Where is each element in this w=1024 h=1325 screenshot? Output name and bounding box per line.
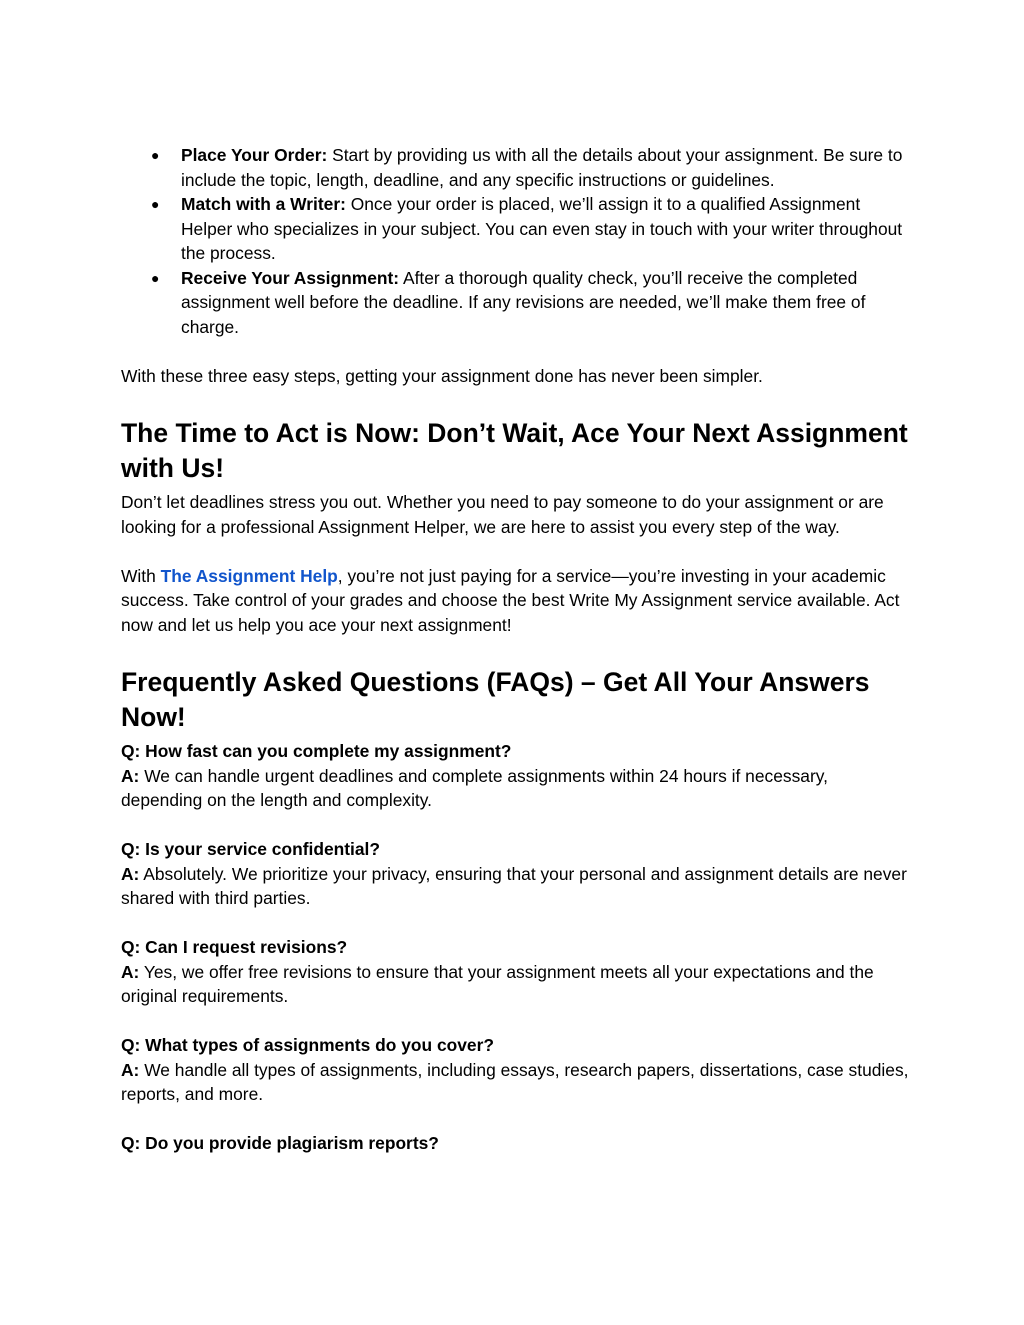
bullet-icon: ● [151, 147, 160, 163]
document-page [121, 143, 911, 1156]
faq-question: Q: How fast can you complete my assignment? [121, 741, 512, 761]
faq-answer [121, 764, 911, 813]
answer-text: We can handle urgent deadlines and complete assignments within 24 hours if necessary, depending on the length and complexity. [121, 765, 828, 810]
answer-text: We handle all types of assignments, including essays, research papers, dissertations, case studies, reports, and more. [121, 1059, 909, 1104]
faq-answer [121, 862, 911, 911]
section-heading-faq: Frequently Asked Questions (FAQs) – Get All Your Answers Now! [121, 667, 870, 732]
list-item [121, 143, 911, 192]
list-item [121, 266, 911, 340]
step-text: Once your order is placed, we’ll assign it to a qualified Assignment Helper who specializes in your subject. You can even stay in touch with your writer throughout the process. [181, 194, 903, 263]
faq-item [121, 1033, 911, 1107]
answer-label: A: [121, 1059, 140, 1080]
act-paragraph: Don’t let deadlines stress you out. Whether you need to pay someone to do your assignment or are looking for a professional Assignment Helper, we are here to assist you every step of the way. [121, 492, 884, 537]
step-label: Match with a Writer: [181, 194, 346, 214]
faq-question: Q: Is your service confidential? [121, 839, 380, 859]
steps-list [121, 143, 911, 339]
steps-summary: With these three easy steps, getting your assignment done has never been simpler. [121, 365, 763, 386]
faq-item [121, 739, 911, 813]
section-heading-act: The Time to Act is Now: Don’t Wait, Ace Your Next Assignment with Us! [121, 418, 908, 483]
faq-item [121, 837, 911, 911]
the-assignment-help-link[interactable]: The Assignment Help [160, 565, 338, 586]
faq-question: Q: Do you provide plagiarism reports? [121, 1133, 439, 1153]
answer-text: Yes, we offer free revisions to ensure that your assignment meets all your expectations and the original requirements. [121, 961, 874, 1006]
bullet-icon: ● [151, 196, 160, 212]
bullet-icon: ● [151, 269, 160, 286]
answer-label: A: [121, 961, 140, 982]
step-text: After a thorough quality check, you’ll receive the completed assignment well before the deadline. If any revisions are needed, we’ll make them free of charge. [181, 267, 866, 337]
para-prefix: With [121, 565, 161, 586]
answer-label: A: [121, 863, 140, 884]
answer-text: Absolutely. We prioritize your privacy, ensuring that your personal and assignment details are never shared with third parties. [121, 863, 907, 908]
faq-answer [121, 1058, 911, 1107]
step-label: Receive Your Assignment: [181, 267, 400, 288]
faq-answer [121, 960, 911, 1009]
faq-list [121, 739, 911, 1156]
step-label: Place Your Order: [181, 145, 328, 165]
step-text: Start by providing us with all the details about your assignment. Be sure to include the topic, length, deadline, and any specific instructions or guidelines. [181, 145, 903, 190]
act-paragraph-link [121, 564, 911, 638]
list-item [121, 192, 911, 266]
faq-item [121, 1131, 911, 1156]
faq-item [121, 935, 911, 1009]
para-suffix: , you’re not just paying for a service—you’re investing in your academic success. Take control of your grades and choose the best Write My Assignment service available. Act now and let us help you ace your next assignment! [121, 565, 900, 635]
answer-label: A: [121, 765, 140, 786]
faq-question: Q: What types of assignments do you cover? [121, 1035, 494, 1055]
faq-question: Q: Can I request revisions? [121, 937, 348, 957]
